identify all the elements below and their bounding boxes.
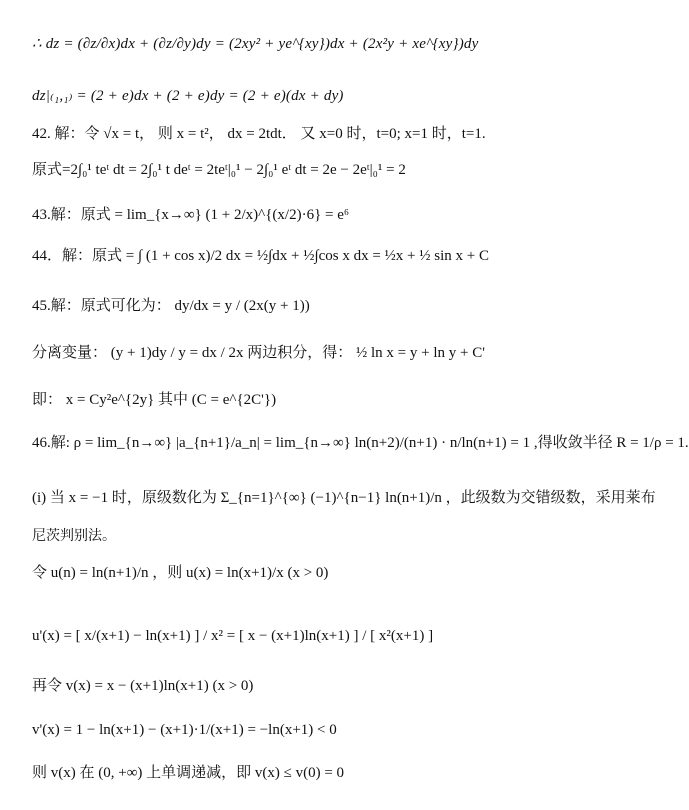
text-line-17: 则 v(x) 在 (0, +∞) 上单调递减，即 v(x) ≤ v(0) = 0 — [32, 765, 345, 781]
text-line-11: (i) 当 x = −1 时，原级数化为 Σ_{n=1}^{∞} (−1)^{n−1} ln(n+1)/n ，此级数为交错级数，采用莱布 — [32, 490, 656, 506]
text-line-16: v'(x) = 1 − ln(x+1) − (x+1)·1/(x+1) = −ln(x+1) < 0 — [32, 722, 337, 738]
text-line-15: 再令 v(x) = x − (x+1)ln(x+1) (x > 0) — [32, 678, 254, 694]
text-line-3: 42. 解：令 √x = t， 则 x = t²， dx = 2tdt． 又 x=0 时，t=0; x=1 时，t=1. — [32, 126, 486, 142]
text-line-9: 即： x = Cy²e^{2y} 其中 (C = e^{2C'}) — [32, 392, 277, 408]
text-line-6: 44．解：原式 = ∫ (1 + cos x)/2 dx = ½∫dx + ½∫cos x dx = ½x + ½ sin x + C — [32, 248, 489, 264]
text-line-12: 尼茨判别法。 — [32, 528, 116, 544]
text-line-7: 45.解：原式可化为： dy/dx = y / (2x(y + 1)) — [32, 298, 310, 314]
text-line-8: 分离变量： (y + 1)dy / y = dx / 2x 两边积分，得： ½ ln x = y + ln y + C' — [32, 345, 485, 361]
text-line-13: 令 u(n) = ln(n+1)/n ，则 u(x) = ln(x+1)/x (x > 0) — [32, 565, 329, 581]
text-line-5: 43.解：原式 = lim_{x→∞} (1 + 2/x)^{(x/2)·6} = e⁶ — [32, 207, 350, 223]
text-line-4: 原式=2∫₀¹ teᵗ dt = 2∫₀¹ t deᵗ = 2teᵗ|₀¹ − 2∫₀¹ eᵗ dt = 2e − 2eᵗ|₀¹ = 2 — [32, 162, 406, 178]
text-line-2: dz|₍₁,₁₎ = (2 + e)dx + (2 + e)dy = (2 + e)(dx + dy) — [32, 88, 344, 104]
text-line-14: u'(x) = [ x/(x+1) − ln(x+1) ] / x² = [ x − (x+1)ln(x+1) ] / [ x²(x+1) ] — [32, 628, 434, 644]
text-line-1: ∴ dz = (∂z/∂x)dx + (∂z/∂y)dy = (2xy² + ye^{xy})dx + (2x²y + xe^{xy})dy — [32, 36, 479, 52]
text-line-10: 46.解: ρ = lim_{n→∞} |a_{n+1}/a_n| = lim_{n→∞} ln(n+2)/(n+1) · n/ln(n+1) = 1 ,得收敛半径 R = 1/ρ = 1. — [32, 435, 689, 451]
